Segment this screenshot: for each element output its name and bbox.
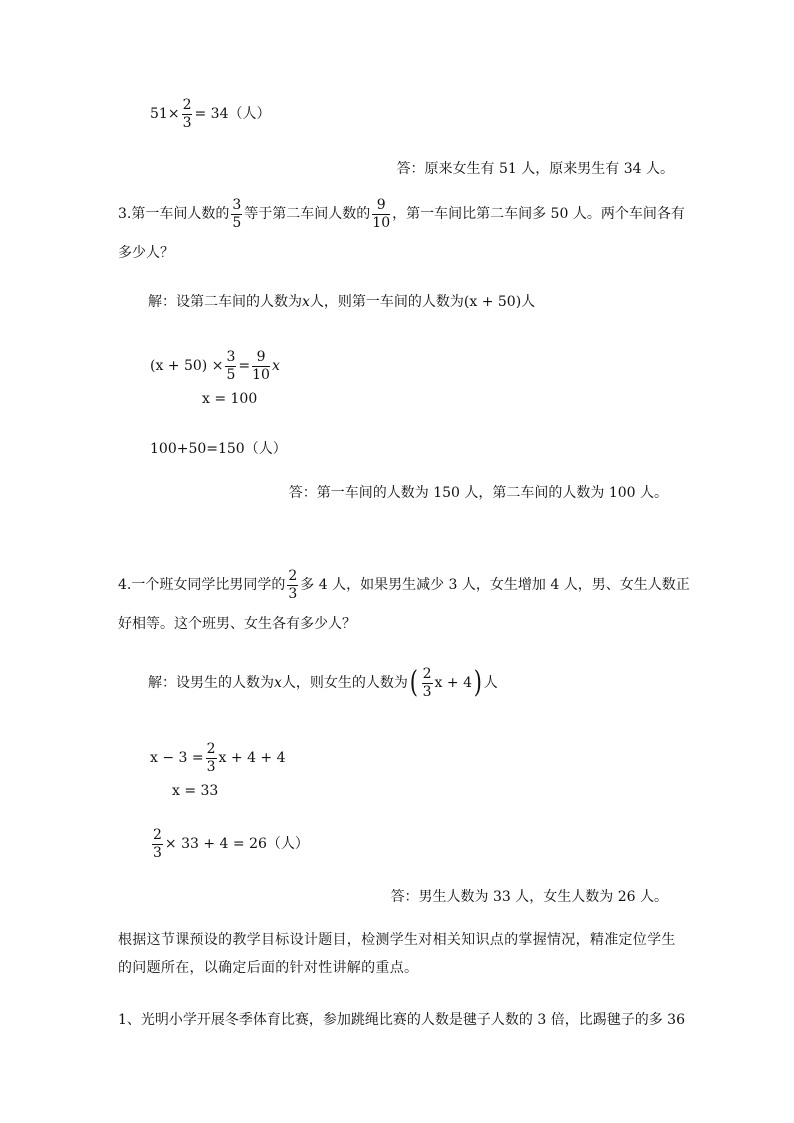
solution-4-equation: x − 3 = $\frac{2}{3}$ x + 4 + 4 — [150, 741, 286, 775]
fraction-two-thirds-q4: $\frac{2}{3}$ — [288, 568, 298, 602]
solution-3-calc: 100+50=150（人） — [150, 441, 287, 457]
problem-4-line-2: 好相等。这个班男、女生各有多少人？ — [118, 616, 356, 632]
exercise-1: 1、光明小学开展冬季体育比赛，参加跳绳比赛的人数是毽子人数的 3 倍，比踢毽子的多 36 — [118, 1012, 685, 1028]
solution-4-result: x = 33 — [172, 783, 219, 799]
answer-problem-2: 答：原来女生有 51 人，原来男生有 34 人。 — [396, 161, 674, 177]
fraction-two-thirds-eq: $\frac{2}{3}$ — [206, 741, 216, 775]
answer-problem-3: 答：第一车间的人数为 150 人，第二车间的人数为 100 人。 — [288, 485, 668, 501]
closing-paragraph: 根据这节课预设的教学目标设计题目，检测学生对相关知识点的掌握情况，精准定位学生的问题所在，以确定后面的针对性讲解的重点。 — [118, 932, 676, 976]
problem-3-line-1: 3.第一车间人数的 $\frac{3}{5}$ 等于第二车间人数的 $\frac{9}{10}$ ，第一车间比第二车间多 50 人。两个车间各有 — [118, 197, 685, 231]
fraction-three-fifths: $\frac{3}{5}$ — [232, 197, 242, 231]
problem-4-line-1: 4.一个班女同学比男同学的 $\frac{2}{3}$ 多 4 人，如果男生减少 3 人，女生增加 4 人，男、女生人数正 — [118, 568, 690, 602]
solution-3-setup: 解：设第二车间的人数为x人，则第一车间的人数为(x + 50)人 — [148, 294, 536, 310]
solution-4-calc: $\frac{2}{3}$ × 33 + 4 = 26（人） — [153, 827, 309, 861]
fraction-nine-tenths: $\frac{9}{10}$ — [372, 197, 391, 231]
answer-problem-4: 答：男生人数为 33 人，女生人数为 26 人。 — [390, 889, 668, 905]
solution-3-result: x = 100 — [202, 391, 258, 407]
fraction-two-thirds-setup: $\frac{2}{3}$ — [422, 666, 432, 700]
fraction-two-thirds-calc: $\frac{2}{3}$ — [153, 827, 162, 861]
solution-3-equation: (x + 50) × $\frac{3}{5}$ = $\frac{9}{10}$ x — [150, 349, 280, 383]
fraction-three-fifths-eq: $\frac{3}{5}$ — [226, 349, 236, 383]
solution-4-setup: 解：设男生的人数为x人，则女生的人数为( $\frac{2}{3}$ x + 4) 人 — [148, 665, 498, 701]
fraction-two-thirds: $\frac{2}{3}$ — [182, 97, 192, 131]
fraction-nine-tenths-eq: $\frac{9}{10}$ — [252, 349, 270, 383]
problem-3-line-2: 多少人？ — [118, 245, 174, 261]
equation-51-times-two-thirds: 51× $\frac{2}{3}$ = 34（人） — [150, 97, 271, 131]
